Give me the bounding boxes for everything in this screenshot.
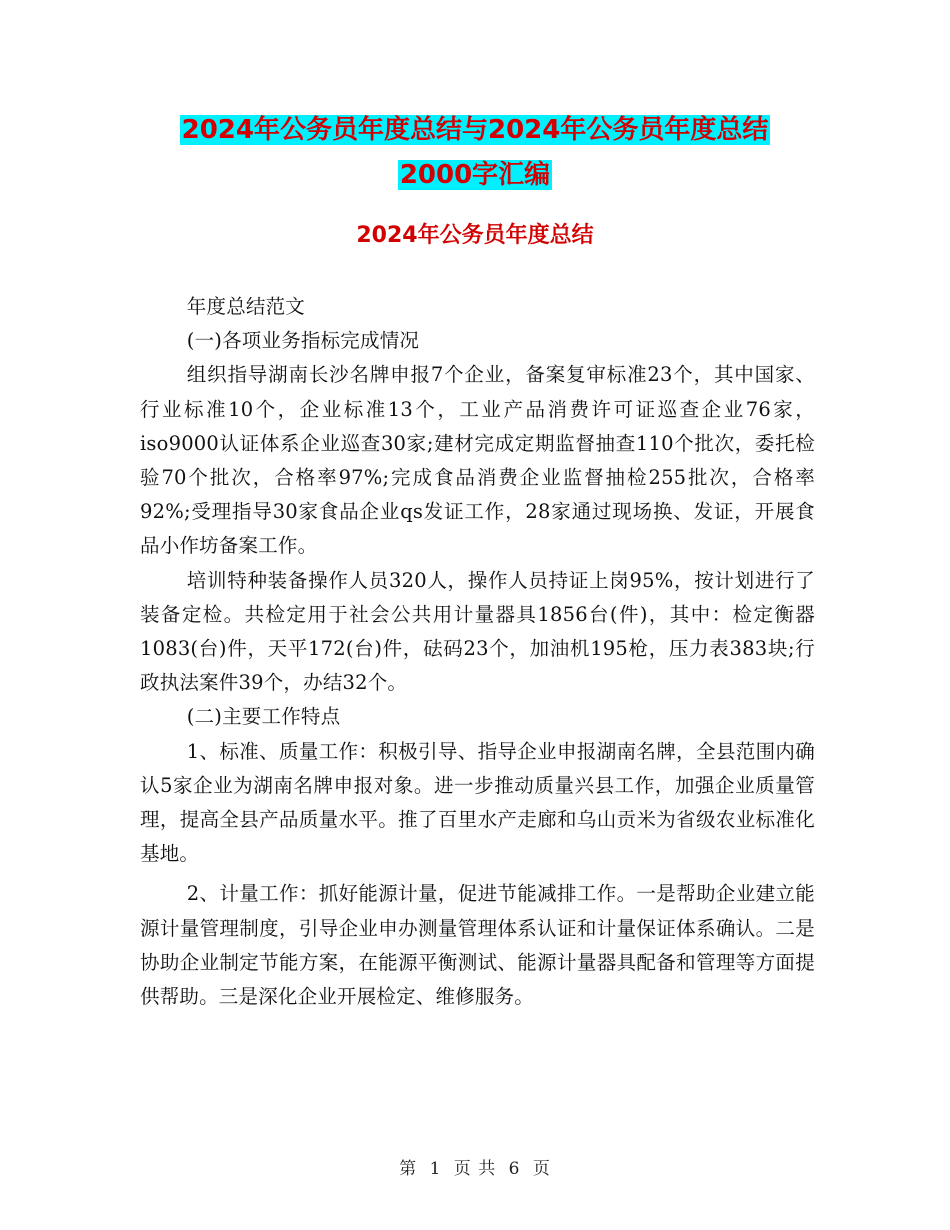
- paragraph: 培训特种装备操作人员320人，操作人员持证上岗95%，按计划进行了装备定检。共检定用于社会公共用计量器具1856台(件)，其中：检定衡器1083(台)件，天平172(台)件，砝码23个，加油机195枪，压力表383块;行政执法案件39个，办结32个。: [140, 568, 815, 695]
- title-highlight-2: 2000字汇编: [399, 160, 551, 190]
- paragraph: 1、标准、质量工作：积极引导、指导企业申报湖南名牌，全县范围内确认5家企业为湖南名牌申报对象。进一步推动质量兴县工作，加强企业质量管理，提高全县产品质量水平。推了百里水产走廊和乌山贡米为省级农业标准化基地。: [140, 739, 815, 866]
- document-title-line1: [0, 110, 950, 150]
- paragraph: 组织指导湖南长沙名牌申报7个企业，备案复审标准23个，其中国家、行业标准10个，企业标准13个，工业产品消费许可证巡查企业76家，iso9000认证体系企业巡查30家;建材完成定期监督抽查110个批次，委托检验70个批次，合格率97%;完成食品消费企业监督抽检255批次，合格率92%;受理指导30家食品企业qs发证工作，28家通过现场换、发证，开展食品小作坊备案工作。: [140, 363, 815, 558]
- document-title-line2: [0, 155, 950, 195]
- footer-current-page: 1: [429, 1159, 442, 1179]
- document-body: [140, 290, 815, 1014]
- footer-label-of: 页 共: [453, 1159, 497, 1179]
- footer-label-page: 第: [399, 1159, 418, 1179]
- paragraph-subheading: (一)各项业务指标完成情况: [186, 329, 420, 353]
- page-footer: [0, 1154, 950, 1179]
- footer-total-pages: 6: [508, 1159, 521, 1179]
- paragraph-subheading: (二)主要工作特点: [186, 705, 341, 729]
- section-title: 2024年公务员年度总结: [356, 223, 594, 248]
- paragraph: 2、计量工作：抓好能源计量，促进节能减排工作。一是帮助企业建立能源计量管理制度，引导企业申办测量管理体系认证和计量保证体系确认。二是协助企业制定节能方案，在能源平衡测试、能源计量器具配备和管理等方面提供帮助。三是深化企业开展检定、维修服务。: [140, 882, 815, 1009]
- title-highlight-1: 2024年公务员年度总结与2024年公务员年度总结: [181, 115, 769, 145]
- footer-label-end: 页: [532, 1159, 551, 1179]
- paragraph-heading: 年度总结范文: [186, 295, 305, 318]
